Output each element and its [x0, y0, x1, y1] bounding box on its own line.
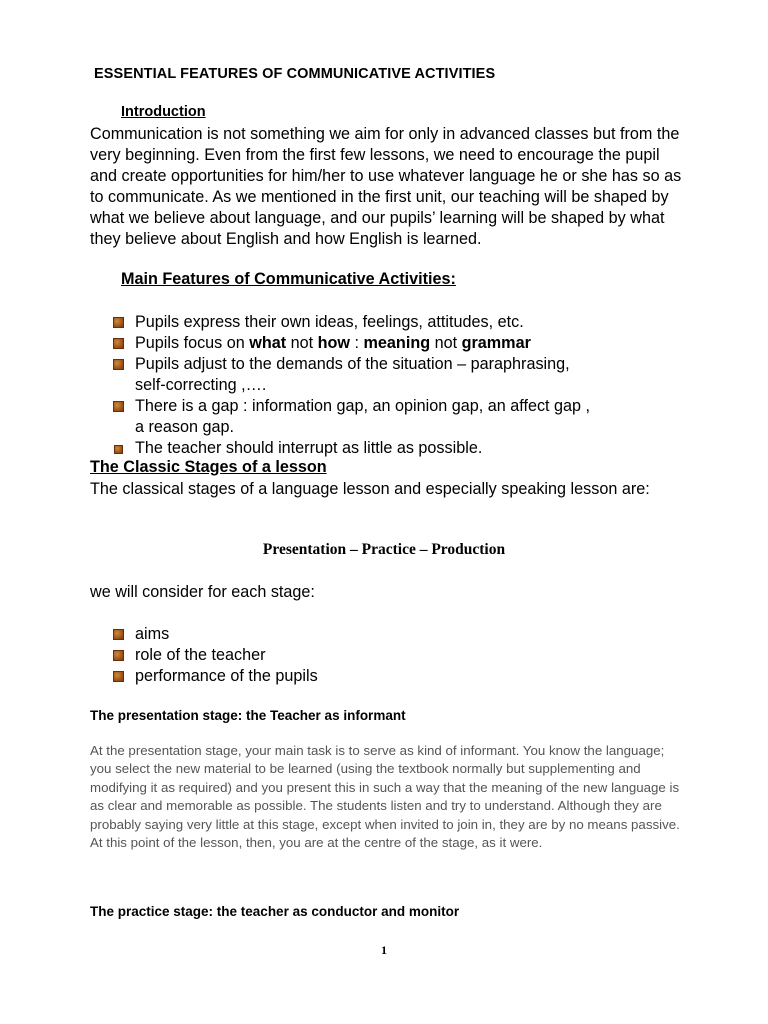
classic-stages-heading: The Classic Stages of a lesson — [90, 458, 327, 476]
practice-heading: The practice stage: the teacher as conductor and monitor — [90, 904, 460, 919]
presentation-paragraph: At the presentation stage, your main task is to serve as kind of informant. You know the language; you select the new material to be learned (using the textbook normally but supplementing and modifying it as required) and you present this in such a way that the meaning of the new language is as clear and memorable as possible. The students listen and try to understand. Although they are probably saying very little at this stage, except when invited to join in, they are by no means passive. At this point of the lesson, then, you are at the centre of the stage, as it were. — [90, 743, 680, 851]
list-item: role of the teacher — [113, 645, 318, 666]
consider-text: we will consider for each stage: — [90, 583, 315, 601]
bullet-icon — [113, 650, 124, 661]
introduction-paragraph: Communication is not something we aim for only in advanced classes but from the very beginning. Even from the first few lessons, we need to encourage the pupil and create opportunities for him/her to use whatever language he or she has so as to communicate. As we mentioned in the first unit, our teaching will be shaped by what we believe about language, and our pupils’ learning will be shaped by what they believe about English and how English is learned. — [90, 125, 682, 248]
introduction-heading: Introduction — [121, 104, 206, 120]
bullet-icon — [113, 359, 124, 370]
bullet-icon — [113, 338, 124, 349]
main-features-heading: Main Features of Communicative Activities: — [121, 270, 456, 288]
page-number: 1 — [381, 943, 387, 957]
list-item: aims — [113, 624, 318, 645]
features-list — [113, 312, 590, 459]
presentation-heading: The presentation stage: the Teacher as informant — [90, 708, 406, 723]
list-item: Pupils adjust to the demands of the situation – paraphrasing, self-correcting ,…. — [113, 354, 590, 396]
document-title: ESSENTIAL FEATURES OF COMMUNICATIVE ACTIVITIES — [94, 66, 496, 82]
list-item: There is a gap : information gap, an opinion gap, an affect gap , a reason gap. — [113, 396, 590, 438]
stages-line: Presentation – Practice – Production — [262, 541, 506, 558]
bullet-icon — [113, 671, 124, 682]
list-item: performance of the pupils — [113, 666, 318, 687]
list-item: The teacher should interrupt as little as possible. — [113, 438, 590, 459]
consider-list — [113, 624, 318, 687]
classic-stages-paragraph: The classical stages of a language lesson and especially speaking lesson are: — [90, 480, 650, 498]
bullet-icon — [113, 629, 124, 640]
bullet-icon — [114, 445, 123, 454]
bullet-icon — [113, 317, 124, 328]
list-item: Pupils focus on what not how : meaning not grammar — [113, 333, 590, 354]
bullet-icon — [113, 401, 124, 412]
list-item: Pupils express their own ideas, feelings, attitudes, etc. — [113, 312, 590, 333]
